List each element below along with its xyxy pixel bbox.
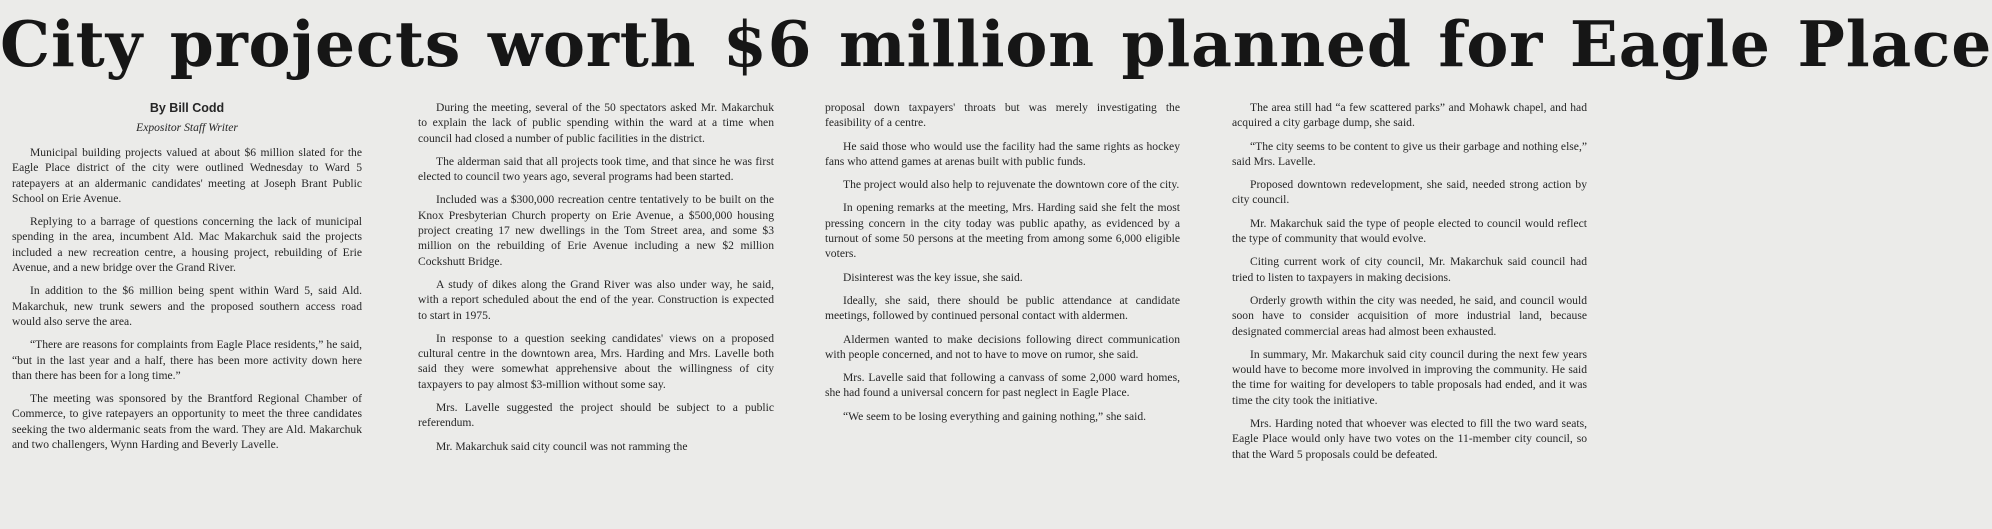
column-1	[12, 100, 362, 460]
paragraph: Ideally, she said, there should be public attendance at candidate meetings, followed by continued personal contact with aldermen.	[825, 293, 1180, 323]
headline: City projects worth $6 million planned for Eagle Place	[0, 7, 1992, 81]
paragraph: Proposed downtown redevelopment, she said, needed strong action by city council.	[1232, 178, 1587, 207]
paragraph: Aldermen wanted to make decisions following direct communication with people concerned, and not to have to move on rumor, she said.	[825, 332, 1180, 361]
paragraph: The area still had “a few scattered parks” and Mohawk chapel, and had acquired a city garbage dump, she said.	[1232, 101, 1587, 130]
paragraph: Citing current work of city council, Mr. Makarchuk said council had tried to listen to taxpayers in making decisions.	[1232, 255, 1587, 284]
paragraph: In addition to the $6 million being spent within Ward 5, said Ald. Makarchuk, new trunk sewers and the proposed southern access road would also serve the area.	[12, 284, 362, 328]
staff-writer-credit: Expositor Staff Writer	[136, 121, 238, 134]
paragraph: Mrs. Harding noted that whoever was elected to fill the two ward seats, Eagle Place would only have two votes on the 11-member city council, so that the Ward 5 proposals could be defeated.	[1232, 417, 1587, 461]
column-3	[825, 100, 1180, 432]
paragraph: “There are reasons for complaints from Eagle Place residents,” he said, “but in the last year and a half, there has been more activity down here than there has been for a long time.”	[12, 338, 362, 382]
column-4	[1232, 100, 1587, 470]
paragraph: Mrs. Lavelle said that following a canvass of some 2,000 ward homes, she had found a universal concern for past neglect in Eagle Place.	[825, 371, 1180, 400]
paragraph: Mrs. Lavelle suggested the project should be subject to a public referendum.	[418, 401, 774, 430]
paragraph: Replying to a barrage of questions concerning the lack of municipal spending in the area, incumbent Ald. Mac Makarchuk said the projects included a new recreation centre, a housing project, rebuilding of Erie Avenue, and a new bridge over the Grand River.	[12, 215, 362, 275]
paragraph: Included was a $300,000 recreation centre tentatively to be built on the Knox Presbyterian Church property on Erie Avenue, a $500,000 housing project creating 17 new dwellings in the Tom Street area, and some $3 million on the rebuilding of Erie Avenue including a new $2 million Cockshutt Bridge.	[418, 193, 774, 268]
paragraph: Mr. Makarchuk said the type of people elected to council would reflect the type of community that would evolve.	[1232, 216, 1587, 246]
paragraph: Mr. Makarchuk said city council was not ramming the	[436, 439, 688, 453]
paragraph: He said those who would use the facility had the same rights as hockey fans who attend games at arenas built with public funds.	[825, 139, 1180, 168]
paragraph: During the meeting, several of the 50 spectators asked Mr. Makarchuk to explain the lack of public spending within the ward at a time when council had closed a number of public facilities in the district.	[418, 101, 774, 145]
paragraph: The project would also help to rejuvenate the downtown core of the city.	[843, 178, 1180, 192]
paragraph: In response to a question seeking candidates' views on a proposed cultural centre in the downtown area, Mrs. Harding and Mrs. Lavelle both said they were somewhat apprehensive about the willingness of city taxpayers to pay almost $3-million without some say.	[418, 331, 774, 391]
paragraph: “The city seems to be content to give us their garbage and nothing else,” said Mrs. Lavelle.	[1232, 139, 1587, 168]
paragraph: A study of dikes along the Grand River was also under way, he said, with a report scheduled about the end of the year. Construction is expected to start in 1975.	[418, 277, 774, 322]
paragraph: The meeting was sponsored by the Brantford Regional Chamber of Commerce, to give ratepayers an opportunity to meet the three candidates seeking the two aldermanic seats from the ward. They are Ald. Makarchuk and two challengers, Wynn Harding and Beverly Lavelle.	[12, 392, 362, 452]
paragraph: Disinterest was the key issue, she said.	[843, 270, 1023, 284]
paragraph: proposal down taxpayers' throats but was merely investigating the feasibility of a centre.	[825, 101, 1180, 130]
byline: By Bill Codd	[149, 101, 225, 115]
paragraph: In opening remarks at the meeting, Mrs. Harding said she felt the most pressing concern in the city today was public apathy, as evidenced by a turnout of some 50 persons at the meeting from among some 6,000 eligible voters.	[825, 201, 1180, 261]
paragraph: In summary, Mr. Makarchuk said city council during the next few years would have to become more involved in improving the community. He said the time for waiting for developers to table proposals had ended, and it was time the city took the initiative.	[1232, 347, 1587, 407]
paragraph: The alderman said that all projects took time, and that since he was first elected to council two years ago, several programs had been started.	[418, 154, 774, 184]
column-2	[418, 100, 774, 462]
paragraph: Orderly growth within the city was needed, he said, and council would soon have to consider acquisition of more industrial land, because designated commercial areas had almost been exhausted.	[1232, 293, 1587, 338]
paragraph: Municipal building projects valued at about $6 million slated for the Eagle Place district of the city were outlined Wednesday to Ward 5 ratepayers at an aldermanic candidates' meeting at Joseph Brant Public School on Erie Avenue.	[12, 146, 362, 205]
paragraph: “We seem to be losing everything and gaining nothing,” she said.	[843, 409, 1147, 423]
